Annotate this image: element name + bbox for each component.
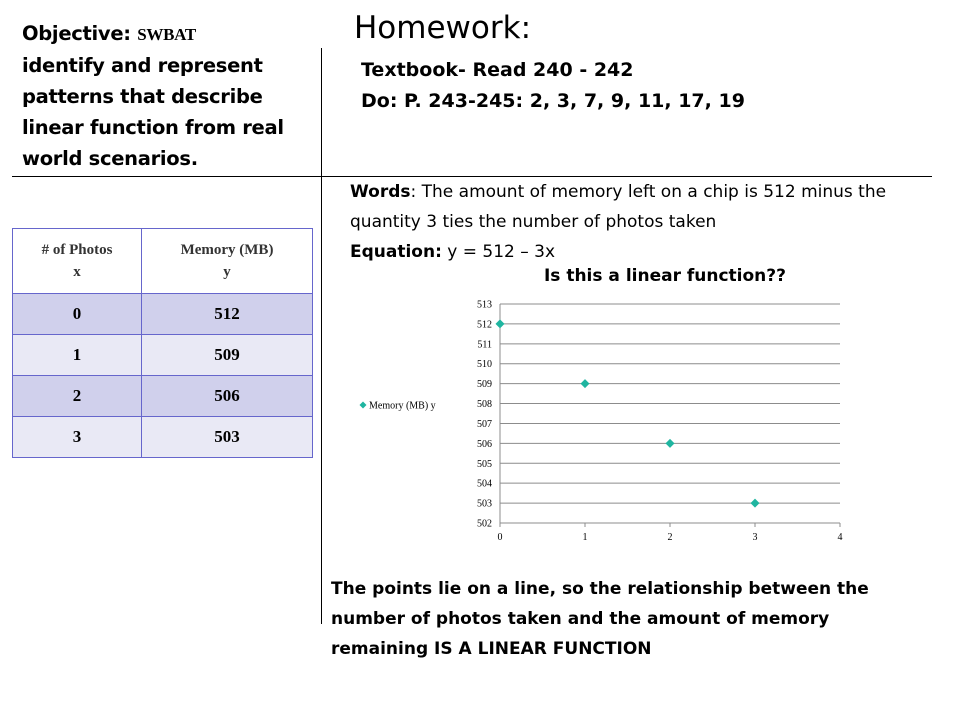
data-table xyxy=(12,228,313,458)
y-tick-label: 510 xyxy=(477,359,492,371)
objective-label: Objective: xyxy=(22,22,131,45)
legend-marker xyxy=(360,402,367,409)
header-photos-line2: x xyxy=(73,264,81,280)
objective-swbat: SWBAT xyxy=(137,25,196,44)
x-tick-label: 3 xyxy=(752,532,758,543)
table-header-row xyxy=(13,229,313,294)
x-tick-label: 4 xyxy=(837,532,843,543)
data-point xyxy=(666,439,675,448)
table-cell: 1 xyxy=(13,335,142,376)
header-memory-line1: Memory (MB) xyxy=(180,242,274,258)
question-text: Is this a linear function?? xyxy=(543,266,787,286)
table-cell: 509 xyxy=(142,335,313,376)
objective-block xyxy=(22,18,317,174)
data-point xyxy=(581,379,590,388)
y-tick-label: 505 xyxy=(477,458,492,470)
homework-line-2: Do: P. 243-245: 2, 3, 7, 9, 11, 17, 19 xyxy=(361,90,745,112)
table-cell: 3 xyxy=(13,417,142,458)
y-tick-label: 503 xyxy=(477,498,492,510)
table-row xyxy=(13,376,313,417)
y-tick-label: 512 xyxy=(477,319,492,331)
data-point xyxy=(751,499,760,508)
table-cell: 503 xyxy=(142,417,313,458)
equation-label: Equation: xyxy=(350,242,442,262)
words-text: : The amount of memory left on a chip is 512 minus the quantity 3 ties the number of photos taken xyxy=(350,182,887,232)
y-tick-label: 511 xyxy=(477,339,492,351)
y-tick-label: 513 xyxy=(477,299,492,311)
homework-line-1: Textbook- Read 240 - 242 xyxy=(361,59,634,81)
table-cell: 0 xyxy=(13,294,142,335)
table-cell: 512 xyxy=(142,294,313,335)
table-cell: 506 xyxy=(142,376,313,417)
header-memory-line2: y xyxy=(223,264,231,280)
homework-lines xyxy=(361,55,745,117)
table-header-memory xyxy=(142,229,313,294)
conclusion-text: The points lie on a line, so the relationship between the number of photos taken and the amount of memory remaining IS A LINEAR FUNCTION xyxy=(331,579,869,659)
scatter-chart xyxy=(350,292,870,552)
y-tick-label: 506 xyxy=(477,438,492,450)
header-photos-line1: # of Photos xyxy=(41,242,113,258)
legend-label: Memory (MB) y xyxy=(369,400,436,412)
equation-text: y = 512 – 3x xyxy=(441,242,556,262)
y-tick-label: 508 xyxy=(477,399,492,411)
x-tick-label: 1 xyxy=(582,532,588,543)
table-header-photos xyxy=(13,229,142,294)
table-cell: 2 xyxy=(13,376,142,417)
x-tick-label: 2 xyxy=(667,532,673,543)
y-tick-label: 509 xyxy=(477,379,492,391)
words-label: Words xyxy=(350,182,411,202)
words-block xyxy=(350,177,910,267)
table-row xyxy=(13,335,313,376)
y-tick-label: 502 xyxy=(477,518,492,530)
y-tick-label: 504 xyxy=(477,478,492,490)
x-tick-label: 0 xyxy=(497,532,503,543)
y-tick-label: 507 xyxy=(477,418,492,430)
objective-text: identify and represent patterns that describe linear function from real world scenarios. xyxy=(22,54,284,170)
table-row xyxy=(13,417,313,458)
data-point xyxy=(496,319,505,328)
homework-title: Homework: xyxy=(354,10,532,46)
vertical-divider xyxy=(321,48,322,624)
table-row xyxy=(13,294,313,335)
